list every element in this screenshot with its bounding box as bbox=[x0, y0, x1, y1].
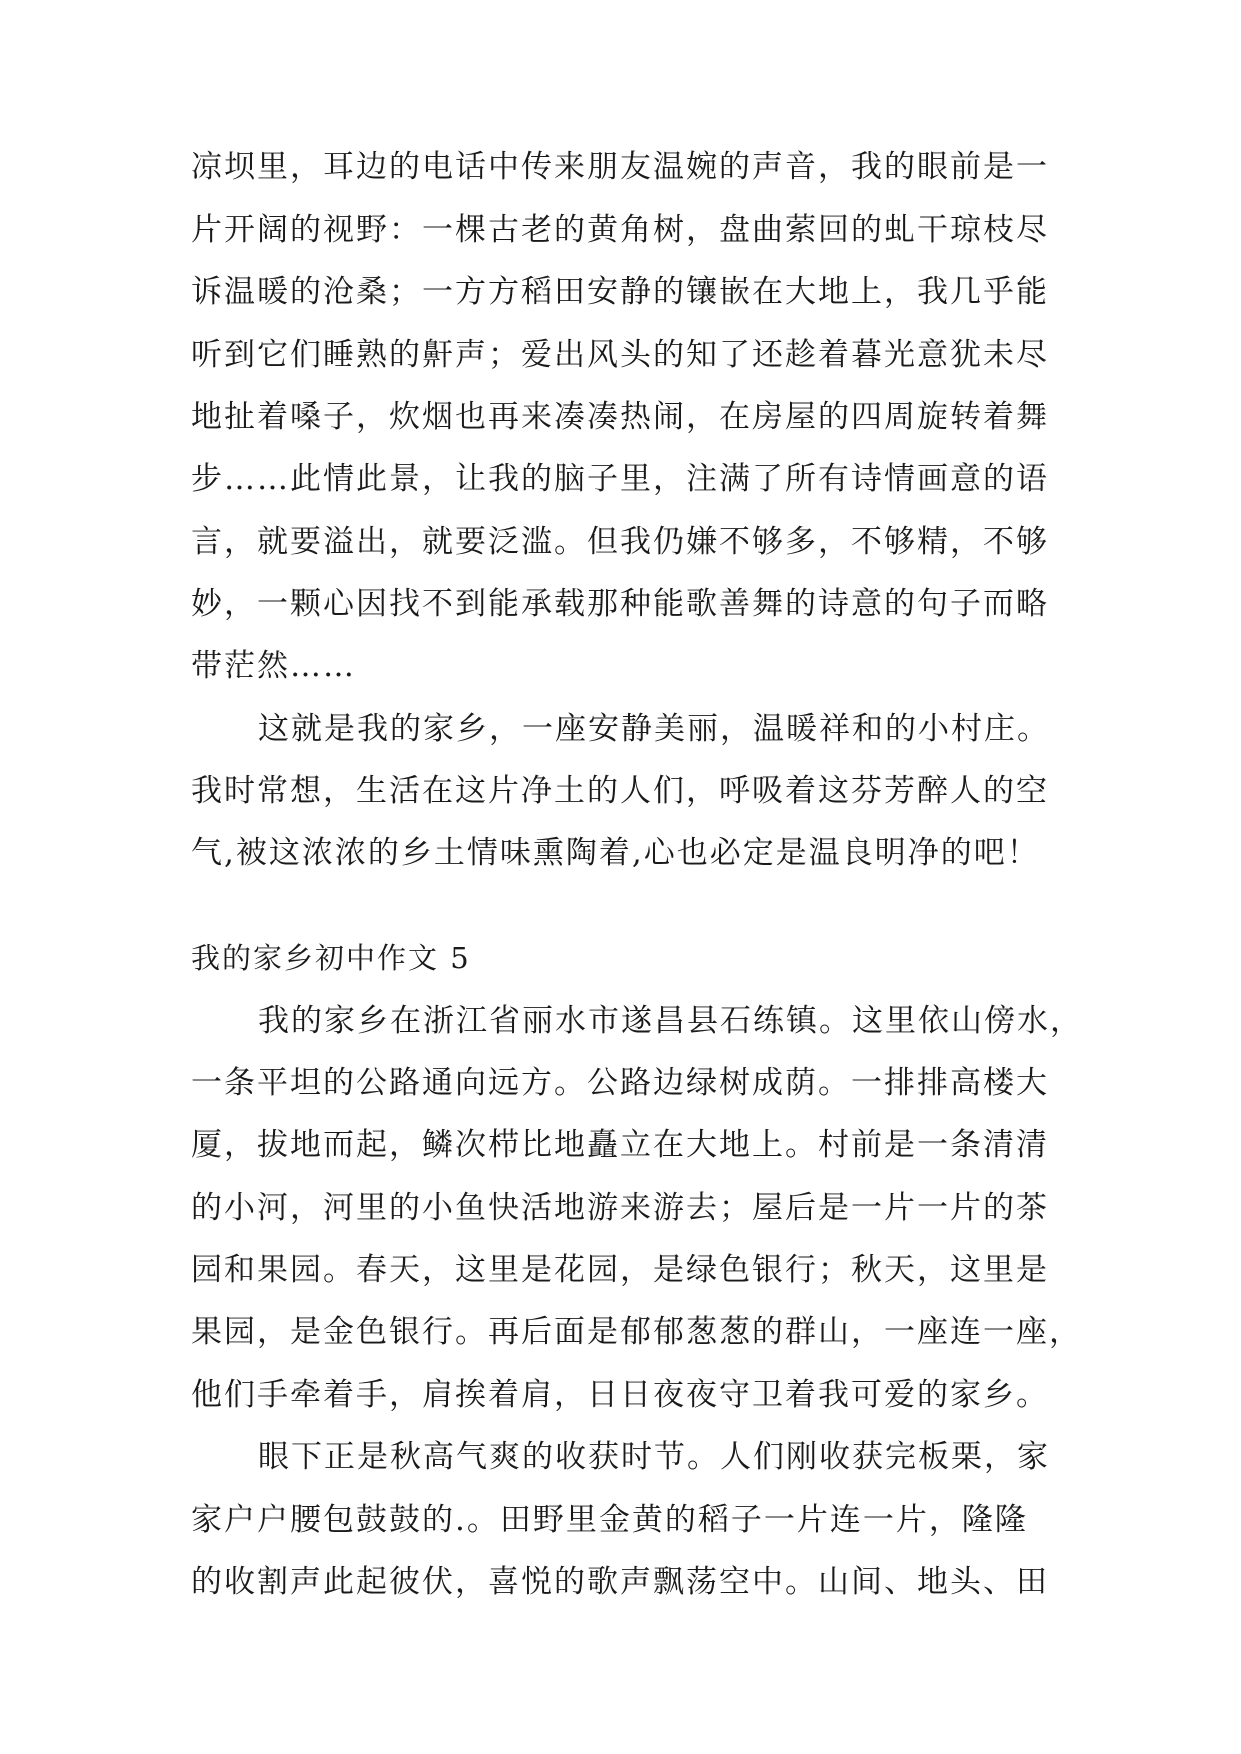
paragraph-3-line-1: 我的家乡在浙江省丽水市遂昌县石练镇。这里依山傍水， bbox=[258, 1003, 1083, 1039]
section-title: 我的家乡初中作文 5 bbox=[191, 941, 471, 975]
paragraph-3-line-3: 厦，拔地而起，鳞次栉比地矗立在大地上。村前是一条清清 bbox=[191, 1127, 1049, 1163]
paragraph-2-line-2: 我时常想，生活在这片净土的人们，呼吸着这芬芳醉人的空 bbox=[191, 773, 1049, 809]
paragraph-1-line-8: 妙，一颗心因找不到能承载那种能歌善舞的诗意的句子而略 bbox=[191, 586, 1049, 622]
paragraph-1-line-1: 凉坝里，耳边的电话中传来朋友温婉的声音，我的眼前是一 bbox=[191, 149, 1049, 185]
paragraph-2-line-3: 气,被这浓浓的乡土情味熏陶着,心也必定是温良明净的吧！ bbox=[191, 835, 1040, 871]
paragraph-1-line-6: 步……此情此景，让我的脑子里，注满了所有诗情画意的语 bbox=[191, 461, 1049, 497]
paragraph-1-line-7: 言，就要溢出，就要泛滥。但我仍嫌不够多，不够精，不够 bbox=[191, 524, 1049, 560]
paragraph-1-line-4: 听到它们睡熟的鼾声；爱出风头的知了还趁着暮光意犹未尽 bbox=[191, 337, 1049, 373]
paragraph-3-line-7: 他们手牵着手，肩挨着肩，日日夜夜守卫着我可爱的家乡。 bbox=[191, 1377, 1049, 1413]
paragraph-1-line-3: 诉温暖的沧桑；一方方稻田安静的镶嵌在大地上，我几乎能 bbox=[191, 274, 1049, 310]
paragraph-3-line-5: 园和果园。春天，这里是花园，是绿色银行；秋天，这里是 bbox=[191, 1252, 1049, 1288]
paragraph-4-line-3: 的收割声此起彼伏，喜悦的歌声飘荡空中。山间、地头、田 bbox=[191, 1564, 1049, 1600]
paragraph-1-line-9: 带茫然…… bbox=[191, 648, 356, 684]
paragraph-4-line-2: 家户户腰包鼓鼓的.。田野里金黄的稻子一片连一片，隆隆 bbox=[191, 1502, 1028, 1538]
paragraph-3-line-4: 的小河，河里的小鱼快活地游来游去；屋后是一片一片的茶 bbox=[191, 1190, 1049, 1226]
paragraph-1-line-2: 片开阔的视野：一棵古老的黄角树，盘曲萦回的虬干琼枝尽 bbox=[191, 212, 1049, 248]
paragraph-3-line-2: 一条平坦的公路通向远方。公路边绿树成荫。一排排高楼大 bbox=[191, 1065, 1049, 1101]
paragraph-2-line-1: 这就是我的家乡，一座安静美丽，温暖祥和的小村庄。 bbox=[258, 711, 1050, 747]
paragraph-3-line-6: 果园，是金色银行。再后面是郁郁葱葱的群山，一座连一座， bbox=[191, 1314, 1082, 1350]
paragraph-1-line-5: 地扯着嗓子，炊烟也再来凑凑热闹，在房屋的四周旋转着舞 bbox=[191, 399, 1049, 435]
paragraph-4-line-1: 眼下正是秋高气爽的收获时节。人们刚收获完板栗，家 bbox=[258, 1439, 1050, 1475]
